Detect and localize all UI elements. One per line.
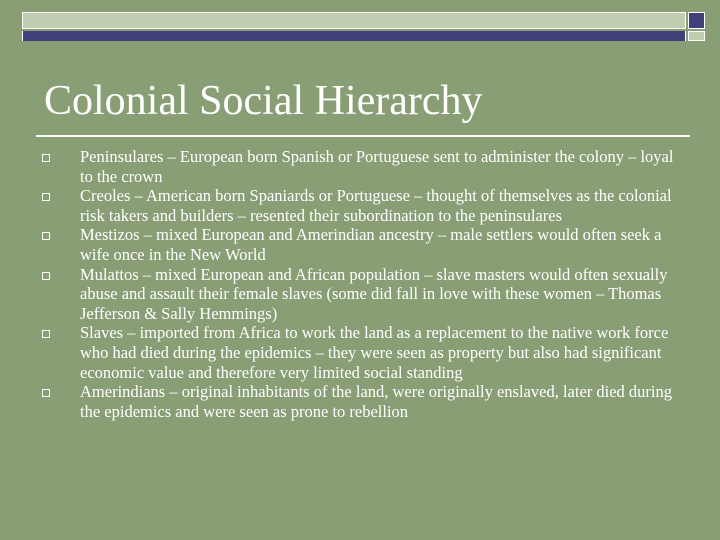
bullet-list [40, 147, 680, 421]
square-bullet-icon [42, 272, 50, 280]
corner-square-dark [688, 12, 705, 29]
header-band-dark [22, 31, 686, 41]
square-bullet-icon [42, 389, 50, 397]
slide-title: Colonial Social Hierarchy [44, 78, 483, 124]
bullet-item-mulattos [40, 265, 680, 324]
square-bullet-icon [42, 193, 50, 201]
bullet-item-mestizos [40, 225, 680, 264]
bullet-item-creoles [40, 186, 680, 225]
bullet-item-slaves [40, 323, 680, 382]
header-band-light [22, 12, 686, 29]
bullet-item-peninsulares [40, 147, 680, 186]
bullet-text: Creoles – American born Spaniards or Portuguese – thought of themselves as the colonial risk takers and builders – resented their subordination to the peninsulares [80, 186, 672, 225]
square-bullet-icon [42, 232, 50, 240]
bullet-text: Mulattos – mixed European and African population – slave masters would often sexually abuse and assault their female slaves (some did fall in love with these women – Thomas Jefferson & Sally Hemmings) [80, 264, 668, 323]
bullet-item-amerindians [40, 382, 680, 421]
bullet-text: Peninsulares – European born Spanish or Portuguese sent to administer the colony – loyal to the crown [80, 147, 674, 186]
square-bullet-icon [42, 154, 50, 162]
corner-square-light [688, 31, 705, 41]
square-bullet-icon [42, 330, 50, 338]
bullet-text: Slaves – imported from Africa to work the land as a replacement to the native work force who had died during the epidemics – they were seen as property but also had significant economic value and therefore very limited social standing [80, 323, 669, 382]
title-underline [36, 135, 690, 137]
bullet-text: Mestizos – mixed European and Amerindian ancestry – male settlers would often seek a wife once in the New World [80, 225, 662, 264]
bullet-text: Amerindians – original inhabitants of the land, were originally enslaved, later died during the epidemics and were seen as prone to rebellion [80, 382, 673, 421]
